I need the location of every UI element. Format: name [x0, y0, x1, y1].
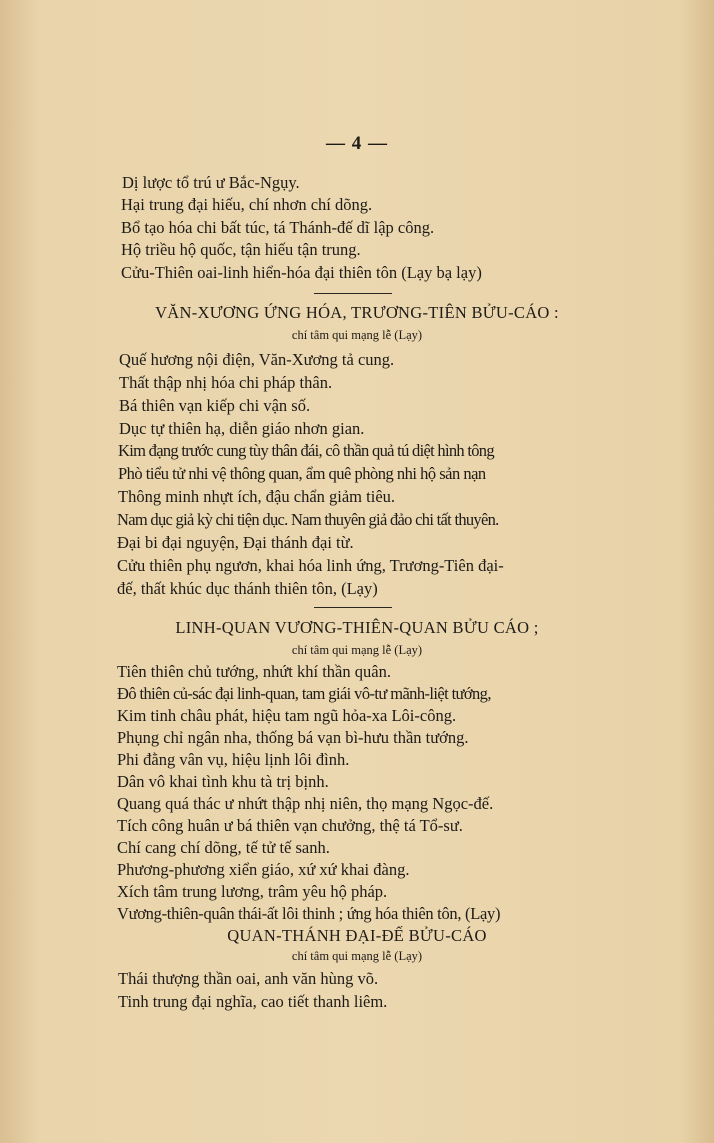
text-line: Dục tự thiên hạ, diễn giáo nhơn gian.: [119, 419, 365, 438]
page-number: — 4 —: [326, 133, 388, 154]
text-line: Kim tinh châu phát, hiệu tam ngũ hỏa-xa Lôi-công.: [117, 706, 457, 725]
text-line: Quang quá thác ư nhứt thập nhị niên, thọ mạng Ngọc-đế.: [117, 794, 494, 813]
text-line: Tiên thiên chủ tướng, nhứt khí thần quân.: [117, 662, 391, 681]
text-line: Tinh trung đại nghĩa, cao tiết thanh liêm.: [118, 992, 388, 1011]
section-title: LINH-QUAN VƯƠNG-THIÊN-QUAN BỬU CÁO ;: [175, 618, 539, 637]
text-line: Phụng chỉ ngân nha, thống bá vạn bì-hưu thần tướng.: [117, 728, 469, 747]
text-line: Thất thập nhị hóa chi pháp thân.: [119, 373, 333, 392]
section-divider: [314, 293, 392, 294]
text-line: Xích tâm trung lương, trâm yêu hộ pháp.: [117, 882, 388, 901]
text-line: Phương-phương xiển giáo, xứ xứ khai đàng.: [117, 860, 410, 879]
section-subtitle: chí tâm qui mạng lễ (Lạy): [291, 328, 423, 342]
text-line: Đại bi đại nguyện, Đại thánh đại từ.: [117, 533, 354, 552]
text-line: Vương-thiên-quân thái-ất lôi thinh ; ứng hóa thiên tôn, (Lạy): [117, 904, 501, 923]
text-line: Dân vô khai tình khu tà trị bịnh.: [117, 772, 329, 791]
text-line: đế, thất khúc dục thánh thiên tôn, (Lạy): [117, 579, 378, 598]
section-divider: [314, 607, 392, 608]
section-subtitle: chí tâm qui mạng lễ (Lạy): [291, 643, 423, 657]
text-line: Tích công huân ư bá thiên vạn chưởng, thệ tá Tổ-sư.: [117, 816, 463, 835]
text-line: Hộ triều hộ quốc, tận hiếu tận trung.: [121, 240, 361, 259]
text-line: Bá thiên vạn kiếp chi vận số.: [119, 396, 311, 415]
text-line: Quế hương nội điện, Văn-Xương tả cung.: [119, 350, 395, 369]
text-line: Hại trung đại hiếu, chí nhơn chí dõng.: [121, 195, 373, 214]
text-line: Phò tiểu tử nhi vệ thông quan, ẩm quê phòng nhi hộ sản nạn: [118, 464, 486, 483]
text-line: Bổ tạo hóa chi bất túc, tá Thánh-đế dĩ lập công.: [121, 218, 435, 237]
section-title: VĂN-XƯƠNG ỨNG HÓA, TRƯƠNG-TIÊN BỬU-CÁO :: [155, 303, 559, 322]
text-line: Thông minh nhựt ích, đậu chẩn giảm tiêu.: [118, 487, 396, 506]
text-line: Nam dục giả kỳ chi tiện dục. Nam thuyên giả đảo chi tất thuyên.: [117, 510, 499, 529]
text-line: Cửu thiên phụ ngươn, khai hóa linh ứng, Trương-Tiên đại-: [117, 556, 504, 575]
text-line: Chí cang chí dõng, tế tử tế sanh.: [117, 838, 330, 857]
text-line: Dị lược tổ trú ư Bắc-Ngụy.: [122, 173, 300, 192]
section-subtitle: chí tâm qui mạng lễ (Lạy): [291, 949, 423, 963]
text-line: Kim đạng trước cung tùy thân đái, cô thần quả tú diệt hình tông: [118, 441, 494, 460]
text-line: Cửu-Thiên oai-linh hiển-hóa đại thiên tôn (Lạy bạ lạy): [121, 263, 482, 282]
text-line: Thái thượng thần oai, anh văn hùng võ.: [118, 969, 379, 988]
text-line: Đô thiên củ-sác đại linh-quan, tam giái vô-tư mãnh-liệt tướng,: [117, 684, 491, 703]
text-line: Phi đằng vân vụ, hiệu lịnh lôi đình.: [117, 750, 350, 769]
section-title: QUAN-THÁNH ĐẠI-ĐẾ BỬU-CÁO: [227, 926, 487, 945]
